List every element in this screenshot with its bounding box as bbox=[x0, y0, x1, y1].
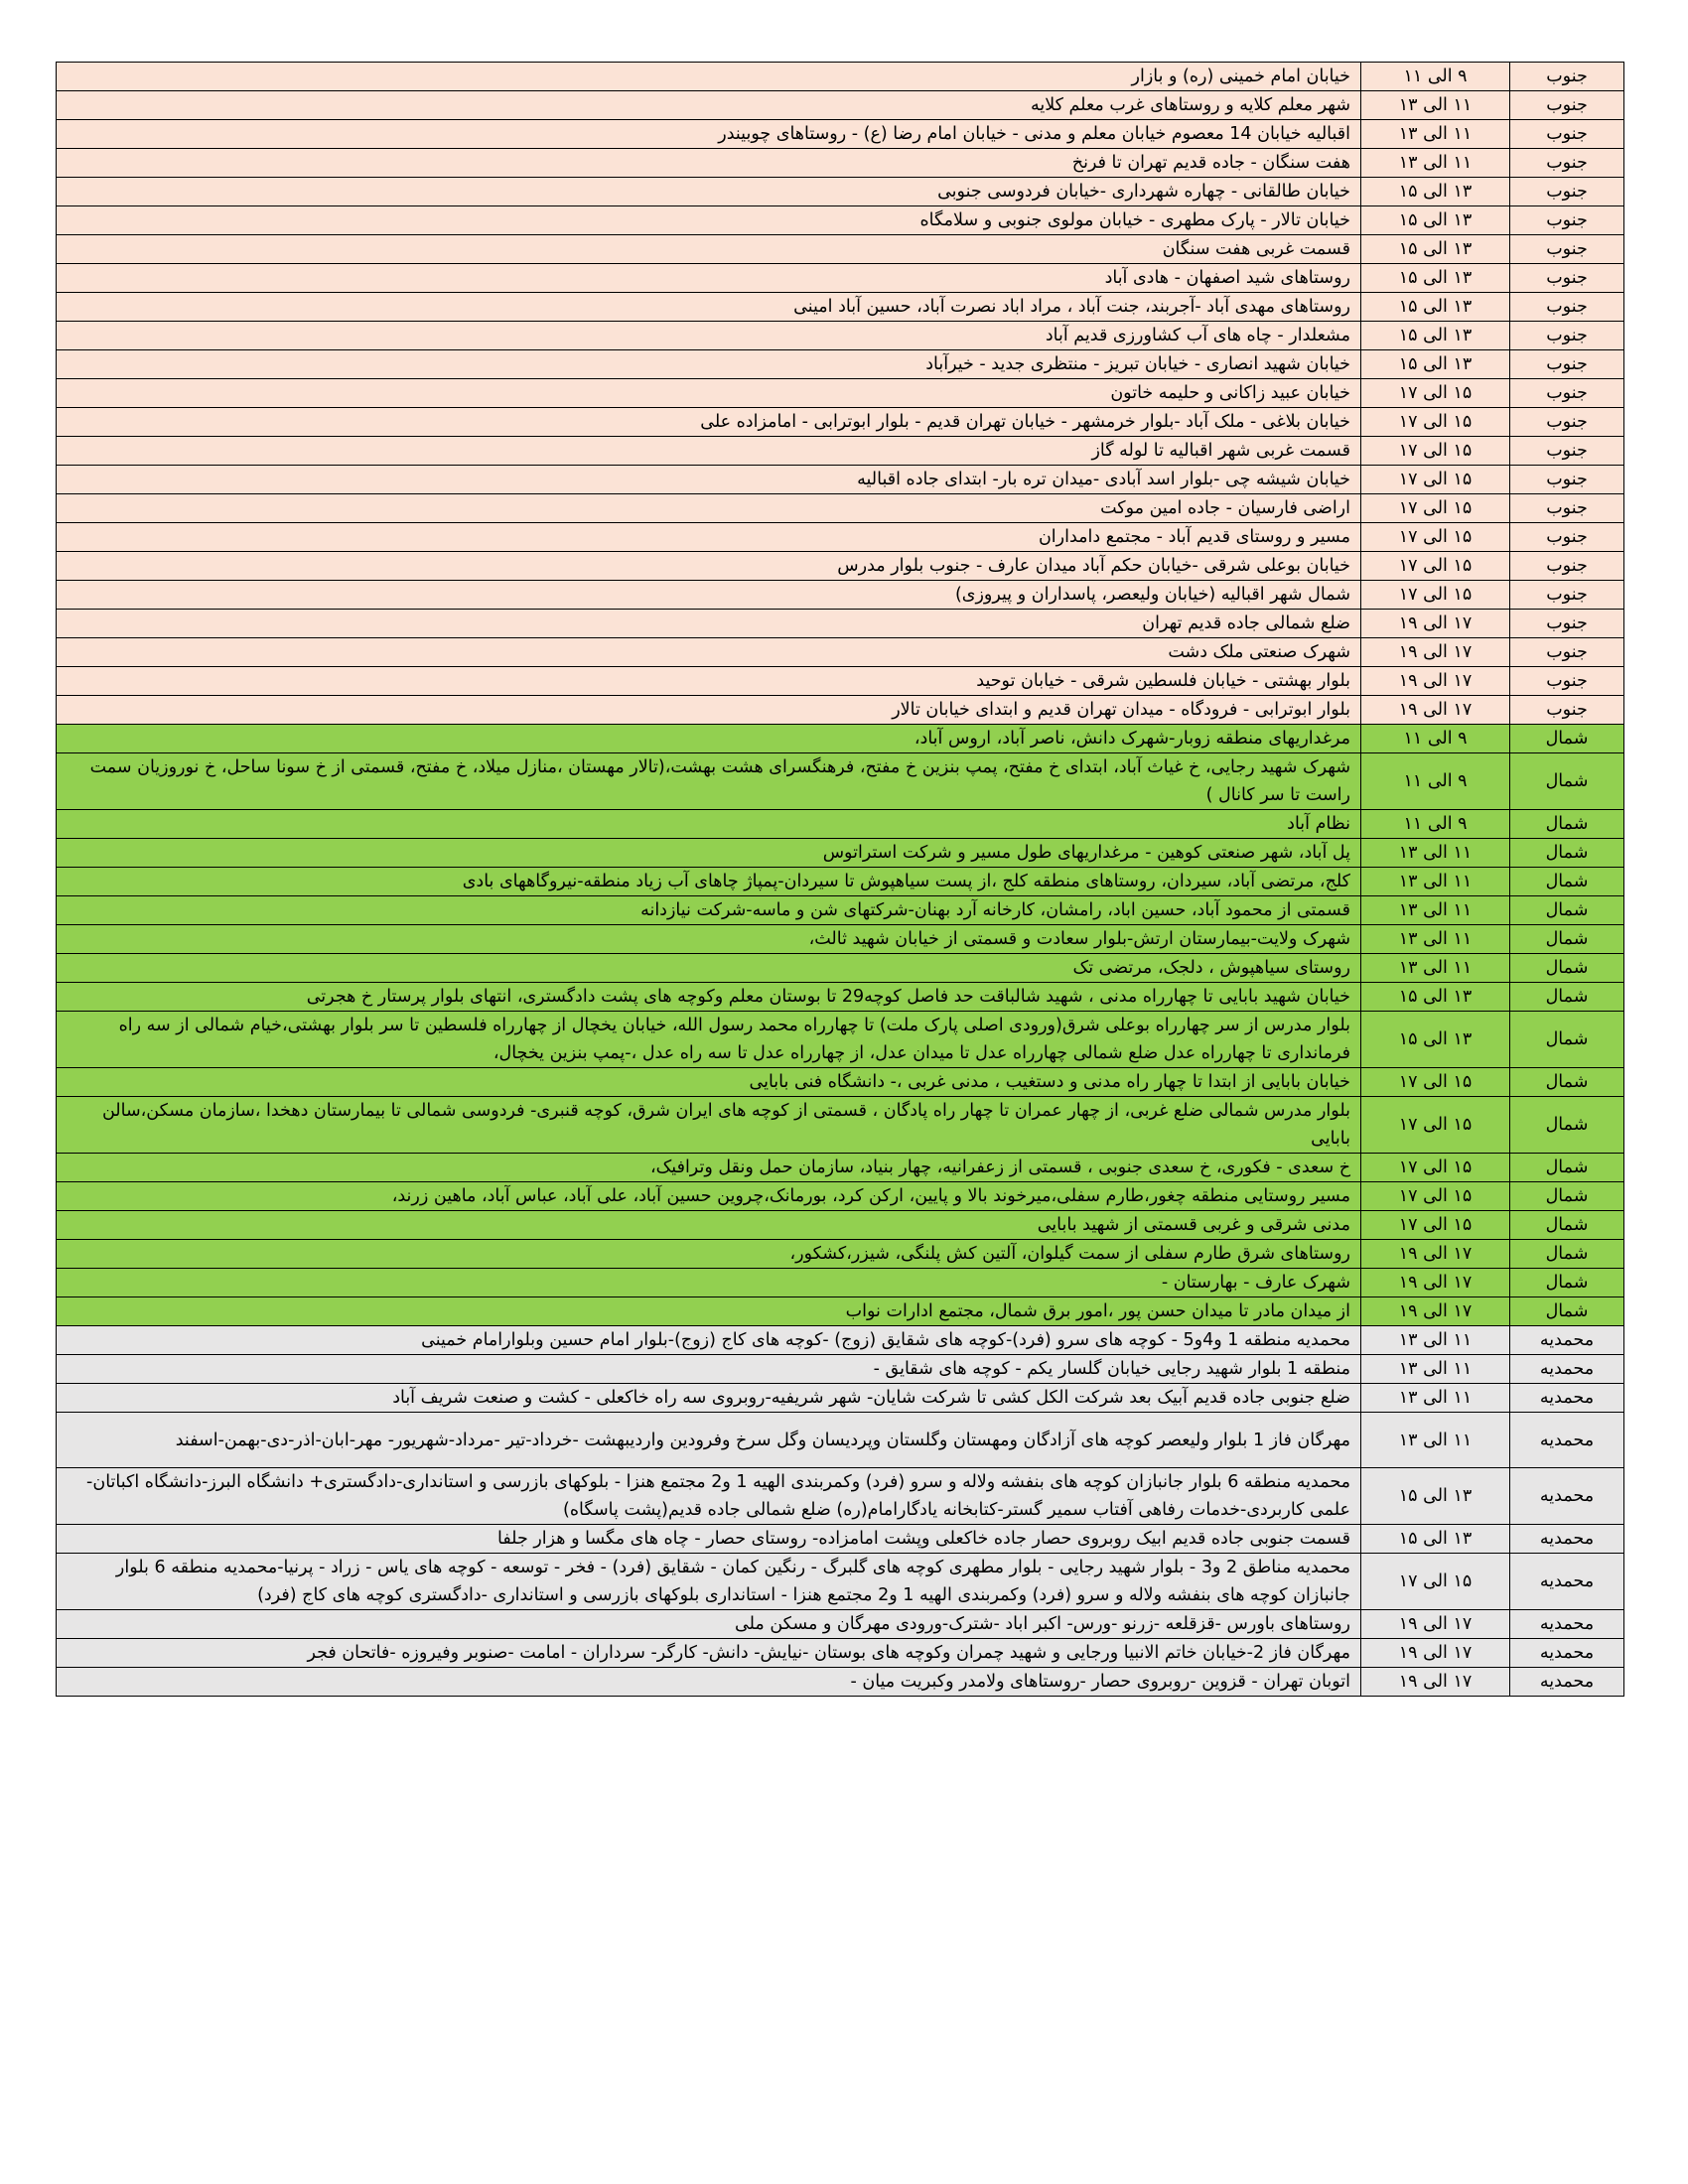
table-row bbox=[57, 1182, 1624, 1211]
table-row bbox=[57, 1154, 1624, 1182]
region-cell: شمال bbox=[1510, 954, 1624, 983]
table-body bbox=[57, 63, 1624, 1697]
region-cell: جنوب bbox=[1510, 206, 1624, 235]
area-description-cell: از میدان مادر تا میدان حسن پور ،امور برق شمال، مجتمع ادارات نواب bbox=[57, 1297, 1361, 1326]
region-cell: شمال bbox=[1510, 753, 1624, 810]
region-cell: جنوب bbox=[1510, 610, 1624, 638]
area-description-cell: خ سعدی - فکوری، خ سعدی جنوبی ، قسمتی از زعفرانیه، چهار بنیاد، سازمان حمل ونقل وترافیک، bbox=[57, 1154, 1361, 1182]
area-description-cell: محمدیه منطقه 6 بلوار جانبازان کوچه های بنفشه ولاله و سرو (فرد) وکمربندی الهیه 1 و2 مجتمع هنزا - بلوکهای بازرسی و استانداری-دادگستری+ دانشگاه البرز-دانشگاه اکباتان-علمی کاربردی-خدمات رفاهی آفتاب سمیر گستر-کتابخانه یادگارامام(ره) ضلع شمالی جاده قدیم(پشت پاسگاه) bbox=[57, 1468, 1361, 1525]
time-range-cell: ۱۵ الی ۱۷ bbox=[1361, 1154, 1510, 1182]
area-description-cell: شهرک ولایت-بیمارستان ارتش-بلوار سعادت و قسمتی از خیابان شهید ثالث، bbox=[57, 925, 1361, 954]
table-row bbox=[57, 667, 1624, 696]
area-description-cell: روستاهای مهدی آباد -آجربند، جنت آباد ، مراد اباد نصرت آباد، حسین آباد امینی bbox=[57, 293, 1361, 322]
area-description-cell: اقبالیه خیابان 14 معصوم خیابان معلم و مدنی - خیابان امام رضا (ع) - روستاهای چوبیندر bbox=[57, 120, 1361, 149]
region-cell: شمال bbox=[1510, 868, 1624, 896]
area-description-cell: شهرک شهید رجایی، خ غیاث آباد، ابتدای خ مفتح، پمپ بنزین خ مفتح، فرهنگسرای هشت بهشت،(تالار مهستان ،منازل میلاد، خ مفتح، قسمتی از خ سونا ساحل، خ نوروزیان سمت راست تا سر کانال ) bbox=[57, 753, 1361, 810]
table-row bbox=[57, 983, 1624, 1012]
region-cell: محمدیه bbox=[1510, 1326, 1624, 1355]
area-description-cell: قسمت جنوبی جاده قدیم ابیک روبروی حصار جاده خاکعلی وپشت امامزاده- روستای حصار - چاه های مگسا و هزار جلفا bbox=[57, 1525, 1361, 1554]
table-row bbox=[57, 1012, 1624, 1068]
time-range-cell: ۹ الی ۱۱ bbox=[1361, 753, 1510, 810]
table-row bbox=[57, 1525, 1624, 1554]
outage-schedule-table bbox=[56, 62, 1624, 1697]
area-description-cell: شهر معلم کلایه و روستاهای غرب معلم کلایه bbox=[57, 91, 1361, 120]
time-range-cell: ۱۳ الی ۱۵ bbox=[1361, 1525, 1510, 1554]
table-row bbox=[57, 1668, 1624, 1697]
time-range-cell: ۱۵ الی ۱۷ bbox=[1361, 1097, 1510, 1154]
time-range-cell: ۱۳ الی ۱۵ bbox=[1361, 206, 1510, 235]
time-range-cell: ۱۳ الی ۱۵ bbox=[1361, 1468, 1510, 1525]
region-cell: شمال bbox=[1510, 983, 1624, 1012]
table-row bbox=[57, 466, 1624, 494]
area-description-cell: خیابان بابایی از ابتدا تا چهار راه مدنی و دستغیب ، مدنی غربی ،- دانشگاه فنی بابایی bbox=[57, 1068, 1361, 1097]
table-row bbox=[57, 839, 1624, 868]
time-range-cell: ۹ الی ۱۱ bbox=[1361, 810, 1510, 839]
area-description-cell: شمال شهر اقبالیه (خیابان ولیعصر، پاسداران و پیروزی) bbox=[57, 581, 1361, 610]
region-cell: محمدیه bbox=[1510, 1668, 1624, 1697]
time-range-cell: ۱۵ الی ۱۷ bbox=[1361, 581, 1510, 610]
region-cell: جنوب bbox=[1510, 91, 1624, 120]
area-description-cell: قسمتی از محمود آباد، حسین اباد، رامشان، کارخانه آرد بهنان-شرکتهای شن و ماسه-شرکت نیازدانه bbox=[57, 896, 1361, 925]
table-row bbox=[57, 437, 1624, 466]
region-cell: جنوب bbox=[1510, 696, 1624, 725]
area-description-cell: مهرگان فاز 2-خیابان خاتم الانبیا ورجایی و شهید چمران وکوچه های بوستان -نیایش- دانش- کارگر- سرداران - امامت -صنوبر وفیروزه -فاتحان فجر bbox=[57, 1639, 1361, 1668]
table-row bbox=[57, 810, 1624, 839]
time-range-cell: ۱۵ الی ۱۷ bbox=[1361, 1211, 1510, 1240]
time-range-cell: ۱۷ الی ۱۹ bbox=[1361, 1240, 1510, 1269]
table-row bbox=[57, 1355, 1624, 1384]
region-cell: جنوب bbox=[1510, 63, 1624, 91]
region-cell: جنوب bbox=[1510, 322, 1624, 350]
table-row bbox=[57, 610, 1624, 638]
region-cell: شمال bbox=[1510, 1097, 1624, 1154]
table-row bbox=[57, 1068, 1624, 1097]
region-cell: جنوب bbox=[1510, 523, 1624, 552]
region-cell: شمال bbox=[1510, 1269, 1624, 1297]
area-description-cell: خیابان بلاغی - ملک آباد -بلوار خرمشهر - خیابان تهران قدیم - بلوار ابوترابی - امامزاده علی bbox=[57, 408, 1361, 437]
time-range-cell: ۱۷ الی ۱۹ bbox=[1361, 1668, 1510, 1697]
region-cell: شمال bbox=[1510, 725, 1624, 753]
time-range-cell: ۱۷ الی ۱۹ bbox=[1361, 1639, 1510, 1668]
table-row bbox=[57, 91, 1624, 120]
area-description-cell: خیابان شهید انصاری - خیابان تبریز - منتظری جدید - خیرآباد bbox=[57, 350, 1361, 379]
area-description-cell: خیابان بوعلی شرقی -خیابان حکم آباد میدان عارف - جنوب بلوار مدرس bbox=[57, 552, 1361, 581]
area-description-cell: پل آباد، شهر صنعتی کوهین - مرغداریهای طول مسیر و شرکت استراتوس bbox=[57, 839, 1361, 868]
time-range-cell: ۱۵ الی ۱۷ bbox=[1361, 466, 1510, 494]
region-cell: شمال bbox=[1510, 1182, 1624, 1211]
area-description-cell: شهرک عارف - بهارستان - bbox=[57, 1269, 1361, 1297]
region-cell: جنوب bbox=[1510, 293, 1624, 322]
area-description-cell: خیابان شیشه چی -بلوار اسد آبادی -میدان تره بار- ابتدای جاده اقبالیه bbox=[57, 466, 1361, 494]
table-row bbox=[57, 322, 1624, 350]
table-row bbox=[57, 1326, 1624, 1355]
region-cell: شمال bbox=[1510, 925, 1624, 954]
table-row bbox=[57, 725, 1624, 753]
table-row bbox=[57, 206, 1624, 235]
time-range-cell: ۱۵ الی ۱۷ bbox=[1361, 552, 1510, 581]
area-description-cell: روستای سیاهپوش ، دلجک، مرتضی تک bbox=[57, 954, 1361, 983]
area-description-cell: بلوار مدرس از سر چهارراه بوعلی شرق(ورودی اصلی پارک ملت) تا چهارراه محمد رسول الله، خیابان یخچال از چهارراه فلسطین تا سر بلوار بهشتی،خیام شمالی از سه راه فرمانداری تا چهارراه عدل ضلع شمالی چهارراه عدل تا میدان عدل، از چهارراه عدل تا سه راه عدل ،-پمپ بنزین یخچال، bbox=[57, 1012, 1361, 1068]
time-range-cell: ۱۳ الی ۱۵ bbox=[1361, 293, 1510, 322]
table-row bbox=[57, 408, 1624, 437]
table-row bbox=[57, 1554, 1624, 1610]
table-row bbox=[57, 350, 1624, 379]
time-range-cell: ۱۵ الی ۱۷ bbox=[1361, 1182, 1510, 1211]
table-row bbox=[57, 1297, 1624, 1326]
area-description-cell: قسمت غربی هفت سنگان bbox=[57, 235, 1361, 264]
time-range-cell: ۱۵ الی ۱۷ bbox=[1361, 494, 1510, 523]
table-row bbox=[57, 696, 1624, 725]
region-cell: جنوب bbox=[1510, 581, 1624, 610]
table-row bbox=[57, 552, 1624, 581]
table-row bbox=[57, 1413, 1624, 1468]
table-row bbox=[57, 264, 1624, 293]
time-range-cell: ۱۵ الی ۱۷ bbox=[1361, 437, 1510, 466]
region-cell: محمدیه bbox=[1510, 1355, 1624, 1384]
region-cell: شمال bbox=[1510, 839, 1624, 868]
region-cell: جنوب bbox=[1510, 120, 1624, 149]
region-cell: شمال bbox=[1510, 1154, 1624, 1182]
area-description-cell: مسیر و روستای قدیم آباد - مجتمع دامداران bbox=[57, 523, 1361, 552]
time-range-cell: ۱۵ الی ۱۷ bbox=[1361, 408, 1510, 437]
area-description-cell: ضلع جنوبی جاده قدیم آبیک بعد شرکت الکل کشی تا شرکت شایان- شهر شریفیه-روبروی سه راه خاکعلی - کشت و صنعت شریف آباد bbox=[57, 1384, 1361, 1413]
table-row bbox=[57, 954, 1624, 983]
region-cell: جنوب bbox=[1510, 638, 1624, 667]
time-range-cell: ۱۵ الی ۱۷ bbox=[1361, 1068, 1510, 1097]
area-description-cell: بلوار ابوترابی - فرودگاه - میدان تهران قدیم و ابتدای خیابان تالار bbox=[57, 696, 1361, 725]
time-range-cell: ۱۵ الی ۱۷ bbox=[1361, 1554, 1510, 1610]
table-row bbox=[57, 1097, 1624, 1154]
region-cell: محمدیه bbox=[1510, 1610, 1624, 1639]
table-row bbox=[57, 1211, 1624, 1240]
time-range-cell: ۱۱ الی ۱۳ bbox=[1361, 896, 1510, 925]
time-range-cell: ۱۱ الی ۱۳ bbox=[1361, 1413, 1510, 1468]
region-cell: محمدیه bbox=[1510, 1413, 1624, 1468]
table-row bbox=[57, 753, 1624, 810]
time-range-cell: ۱۳ الی ۱۵ bbox=[1361, 983, 1510, 1012]
region-cell: جنوب bbox=[1510, 235, 1624, 264]
area-description-cell: خیابان امام خمینی (ره) و بازار bbox=[57, 63, 1361, 91]
region-cell: محمدیه bbox=[1510, 1468, 1624, 1525]
time-range-cell: ۱۷ الی ۱۹ bbox=[1361, 1297, 1510, 1326]
region-cell: شمال bbox=[1510, 1240, 1624, 1269]
area-description-cell: هفت سنگان - جاده قدیم تهران تا فرنخ bbox=[57, 149, 1361, 178]
area-description-cell: منطقه 1 بلوار شهید رجایی خیابان گلسار یکم - کوچه های شقایق - bbox=[57, 1355, 1361, 1384]
region-cell: جنوب bbox=[1510, 178, 1624, 206]
area-description-cell: محمدیه منطقه 1 و4و5 - کوچه های سرو (فرد)-کوچه های شقایق (زوج) -کوچه های کاج (زوج)-بلوار امام حسین وبلوارامام خمینی bbox=[57, 1326, 1361, 1355]
table-row bbox=[57, 379, 1624, 408]
region-cell: محمدیه bbox=[1510, 1525, 1624, 1554]
region-cell: جنوب bbox=[1510, 149, 1624, 178]
time-range-cell: ۱۷ الی ۱۹ bbox=[1361, 696, 1510, 725]
region-cell: محمدیه bbox=[1510, 1384, 1624, 1413]
area-description-cell: روستاهای باورس -قزقلعه -زرنو -ورس- اکبر اباد -شترک-ورودی مهرگان و مسکن ملی bbox=[57, 1610, 1361, 1639]
time-range-cell: ۱۳ الی ۱۵ bbox=[1361, 350, 1510, 379]
table-row bbox=[57, 1240, 1624, 1269]
area-description-cell: مدنی شرقی و غربی قسمتی از شهید بابایی bbox=[57, 1211, 1361, 1240]
time-range-cell: ۱۳ الی ۱۵ bbox=[1361, 178, 1510, 206]
region-cell: جنوب bbox=[1510, 350, 1624, 379]
area-description-cell: روستاهای شید اصفهان - هادی آباد bbox=[57, 264, 1361, 293]
time-range-cell: ۱۱ الی ۱۳ bbox=[1361, 925, 1510, 954]
area-description-cell: مهرگان فاز 1 بلوار ولیعصر کوچه های آزادگان ومهستان وگلستان وپردیسان وگل سرخ وفرودین واردیبهشت -خرداد-تیر -مرداد-شهریور- مهر-ابان-اذر-دی-بهمن-اسفند bbox=[57, 1413, 1361, 1468]
area-description-cell: خیابان تالار - پارک مطهری - خیابان مولوی جنوبی و سلامگاه bbox=[57, 206, 1361, 235]
time-range-cell: ۱۷ الی ۱۹ bbox=[1361, 638, 1510, 667]
time-range-cell: ۱۳ الی ۱۵ bbox=[1361, 322, 1510, 350]
time-range-cell: ۱۳ الی ۱۵ bbox=[1361, 235, 1510, 264]
table-row bbox=[57, 896, 1624, 925]
time-range-cell: ۱۵ الی ۱۷ bbox=[1361, 523, 1510, 552]
table-row bbox=[57, 149, 1624, 178]
region-cell: محمدیه bbox=[1510, 1639, 1624, 1668]
table-row bbox=[57, 638, 1624, 667]
region-cell: جنوب bbox=[1510, 494, 1624, 523]
time-range-cell: ۱۷ الی ۱۹ bbox=[1361, 1610, 1510, 1639]
region-cell: جنوب bbox=[1510, 667, 1624, 696]
area-description-cell: روستاهای شرق طارم سفلی از سمت گیلوان، آلتین کش پلنگی، شیزر،کشکور، bbox=[57, 1240, 1361, 1269]
time-range-cell: ۹ الی ۱۱ bbox=[1361, 725, 1510, 753]
area-description-cell: خیابان عبید زاکانی و حلیمه خاتون bbox=[57, 379, 1361, 408]
table-row bbox=[57, 868, 1624, 896]
time-range-cell: ۱۱ الی ۱۳ bbox=[1361, 1326, 1510, 1355]
region-cell: جنوب bbox=[1510, 408, 1624, 437]
region-cell: جنوب bbox=[1510, 264, 1624, 293]
table-row bbox=[57, 178, 1624, 206]
region-cell: جنوب bbox=[1510, 466, 1624, 494]
time-range-cell: ۱۱ الی ۱۳ bbox=[1361, 954, 1510, 983]
time-range-cell: ۱۷ الی ۱۹ bbox=[1361, 1269, 1510, 1297]
area-description-cell: مرغداریهای منطقه زوبار-شهرک دانش، ناصر آباد، اروس آباد، bbox=[57, 725, 1361, 753]
region-cell: جنوب bbox=[1510, 437, 1624, 466]
time-range-cell: ۱۷ الی ۱۹ bbox=[1361, 610, 1510, 638]
time-range-cell: ۱۷ الی ۱۹ bbox=[1361, 667, 1510, 696]
table-row bbox=[57, 1468, 1624, 1525]
area-description-cell: خیابان طالقانی - چهاره شهرداری -خیابان فردوسی جنوبی bbox=[57, 178, 1361, 206]
region-cell: شمال bbox=[1510, 1068, 1624, 1097]
time-range-cell: ۱۱ الی ۱۳ bbox=[1361, 91, 1510, 120]
area-description-cell: بلوار مدرس شمالی ضلع غربی، از چهار عمران تا چهار راه پادگان ، قسمتی از کوچه های ایران شرق، کوچه قنبری- فردوسی شمالی تا بیمارستان دهخدا ،سازمان مسکن،سالن بابایی bbox=[57, 1097, 1361, 1154]
time-range-cell: ۱۱ الی ۱۳ bbox=[1361, 839, 1510, 868]
area-description-cell: کلج، مرتضی آباد، سیردان، روستاهای منطقه کلج ،از پست سیاهپوش تا سیردان-پمپاژ چاهای آب زیاد منطقه-نیروگاههای بادی bbox=[57, 868, 1361, 896]
time-range-cell: ۱۱ الی ۱۳ bbox=[1361, 1384, 1510, 1413]
table-row bbox=[57, 1639, 1624, 1668]
table-row bbox=[57, 523, 1624, 552]
table-row bbox=[57, 63, 1624, 91]
table-row bbox=[57, 1610, 1624, 1639]
table-row bbox=[57, 1269, 1624, 1297]
time-range-cell: ۹ الی ۱۱ bbox=[1361, 63, 1510, 91]
table-row bbox=[57, 925, 1624, 954]
table-row bbox=[57, 235, 1624, 264]
region-cell: جنوب bbox=[1510, 379, 1624, 408]
area-description-cell: مشعلدار - چاه های آب کشاورزی قدیم آباد bbox=[57, 322, 1361, 350]
area-description-cell: نظام آباد bbox=[57, 810, 1361, 839]
table-row bbox=[57, 293, 1624, 322]
region-cell: شمال bbox=[1510, 810, 1624, 839]
time-range-cell: ۱۳ الی ۱۵ bbox=[1361, 264, 1510, 293]
table-row bbox=[57, 494, 1624, 523]
area-description-cell: اراضی فارسیان - جاده امین موکت bbox=[57, 494, 1361, 523]
area-description-cell: مسیر روستایی منطقه چغور،طارم سفلی،میرخوند بالا و پایین، ارکن کرد، بورمانک،چروین حسین آباد، علی آباد، عباس آباد، ماهین زرند، bbox=[57, 1182, 1361, 1211]
region-cell: جنوب bbox=[1510, 552, 1624, 581]
region-cell: شمال bbox=[1510, 896, 1624, 925]
region-cell: شمال bbox=[1510, 1012, 1624, 1068]
area-description-cell: ضلع شمالی جاده قدیم تهران bbox=[57, 610, 1361, 638]
time-range-cell: ۱۱ الی ۱۳ bbox=[1361, 149, 1510, 178]
time-range-cell: ۱۱ الی ۱۳ bbox=[1361, 868, 1510, 896]
area-description-cell: بلوار بهشتی - خیابان فلسطین شرقی - خیابان توحید bbox=[57, 667, 1361, 696]
time-range-cell: ۱۵ الی ۱۷ bbox=[1361, 379, 1510, 408]
region-cell: شمال bbox=[1510, 1297, 1624, 1326]
area-description-cell: قسمت غربی شهر اقبالیه تا لوله گاز bbox=[57, 437, 1361, 466]
table-row bbox=[57, 581, 1624, 610]
area-description-cell: خیابان شهید بابایی تا چهارراه مدنی ، شهید شالباقت حد فاصل کوچه29 تا بوستان معلم وکوچه های پشت دادگستری، انتهای بلوار پرستار خ هجرتی bbox=[57, 983, 1361, 1012]
time-range-cell: ۱۱ الی ۱۳ bbox=[1361, 120, 1510, 149]
table-row bbox=[57, 120, 1624, 149]
time-range-cell: ۱۳ الی ۱۵ bbox=[1361, 1012, 1510, 1068]
time-range-cell: ۱۱ الی ۱۳ bbox=[1361, 1355, 1510, 1384]
area-description-cell: اتوبان تهران - قزوین -روبروی حصار -روستاهای ولامدر وکبریت میان - bbox=[57, 1668, 1361, 1697]
area-description-cell: شهرک صنعتی ملک دشت bbox=[57, 638, 1361, 667]
area-description-cell: محمدیه مناطق 2 و3 - بلوار شهید رجایی - بلوار مطهری کوچه های گلبرگ - رنگین کمان - شقایق (فرد) - فخر - توسعه - کوچه های یاس - زراد - پرنیا-محمدیه منطقه 6 بلوار جانبازان کوچه های بنفشه ولاله و سرو (فرد) وکمربندی الهیه 1 و2 مجتمع هنزا - استانداری بلوکهای بازرسی و استانداری -دادگستری کوچه های کاج (فرد) bbox=[57, 1554, 1361, 1610]
region-cell: شمال bbox=[1510, 1211, 1624, 1240]
region-cell: محمدیه bbox=[1510, 1554, 1624, 1610]
table-row bbox=[57, 1384, 1624, 1413]
